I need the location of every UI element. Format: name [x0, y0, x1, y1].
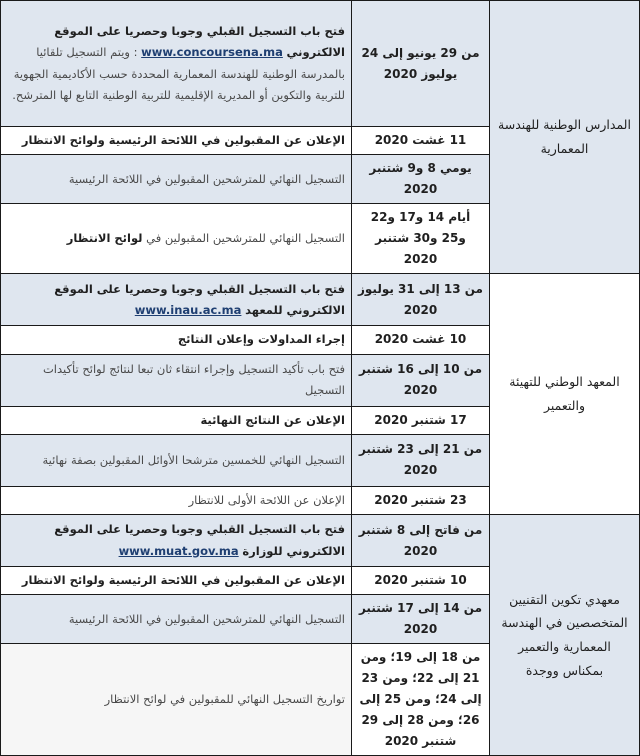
row-description: الإعلان عن اللائحة الأولى للانتظار	[1, 486, 352, 514]
row-lead: فتح باب التسجيل القبلي وجوبا وحصريا على الموقع الالكتروني للمعهد	[54, 281, 345, 317]
row-description	[1, 1, 352, 127]
row-description	[1, 274, 352, 326]
row-date: يومي 8 و9 شتنبر 2020	[352, 155, 490, 204]
row-lead: فتح باب التسجيل القبلي وجوبا وحصريا على الموقع الالكتروني للوزارة	[54, 522, 345, 558]
row-text: التسجيل النهائي للمترشحين المقبولين في	[146, 231, 345, 246]
row-date: من 21 إلى 23 شتنبر 2020	[352, 434, 490, 486]
row-description: الإعلان عن المقبولين في اللائحة الرئيسية ولوائح الانتظار	[1, 567, 352, 595]
row-date: من فاتح إلى 8 شتنبر 2020	[352, 515, 490, 567]
row-description: التسجيل النهائي للمترشحين المقبولين في اللائحة الرئيسية	[1, 595, 352, 644]
row-description	[1, 515, 352, 567]
row-description: الإعلان عن النتائج النهائية	[1, 406, 352, 434]
institution-name: المدارس الوطنية للهندسة المعمارية	[490, 1, 640, 274]
row-description: التسجيل النهائي للخمسين مترشحا الأوائل المقبولين بصفة نهائية	[1, 434, 352, 486]
row-description: التسجيل النهائي للمترشحين المقبولين في اللائحة الرئيسية	[1, 155, 352, 204]
row-date: من 18 إلى 19؛ ومن 21 إلى 22؛ ومن 23 إلى 24؛ ومن 25 إلى 26؛ ومن 28 إلى 29 شتنبر 2020	[352, 644, 490, 756]
row-date: 17 شتنبر 2020	[352, 406, 490, 434]
row-text-bold: لوائح الانتظار	[66, 231, 143, 246]
row-date: من 10 إلى 16 شتنبر 2020	[352, 354, 490, 406]
row-date: من 29 يونيو إلى 24 يوليوز 2020	[352, 1, 490, 127]
row-description: إجراء المداولات وإعلان النتائج	[1, 326, 352, 354]
row-description	[1, 204, 352, 274]
institution-name: المعهد الوطني للتهيئة والتعمير	[490, 274, 640, 515]
row-description: تواريخ التسجيل النهائي للمقبولين في لوائح الانتظار	[1, 644, 352, 756]
website-link[interactable]: www.muat.gov.ma	[118, 543, 239, 558]
institution-name: معهدي تكوين التقنيين المتخصصين في الهندسة المعمارية والتعمير بمكناس ووجدة	[490, 515, 640, 756]
row-tail: : ويتم التسجيل تلقائيا بالمدرسة الوطنية للهندسة المعمارية المحددة حسب الأكاديمية الجهوية للتربية والتكوين أو المديرية الإقليمية للتربية الوطنية التابع لها المترشح.	[12, 45, 345, 102]
website-link[interactable]: www.inau.ac.ma	[134, 302, 242, 317]
table-row	[1, 1, 640, 127]
row-date: 23 شتنبر 2020	[352, 486, 490, 514]
row-description: الإعلان عن المقبولين في اللائحة الرئيسية ولوائح الانتظار	[1, 127, 352, 155]
website-link[interactable]: www.concoursena.ma	[141, 45, 283, 60]
row-date: أيام 14 و17 و22 و25 و30 شتنبر 2020	[352, 204, 490, 274]
row-lead: فتح باب التسجيل القبلي وجوبا وحصريا على الموقع الالكتروني	[54, 23, 345, 60]
row-date: من 14 إلى 17 شتنبر 2020	[352, 595, 490, 644]
table-row	[1, 274, 640, 326]
row-date: 10 شتنبر 2020	[352, 567, 490, 595]
row-date: 10 غشت 2020	[352, 326, 490, 354]
row-date: 11 غشت 2020	[352, 127, 490, 155]
table-row	[1, 515, 640, 567]
row-date: من 13 إلى 31 يوليوز 2020	[352, 274, 490, 326]
row-description: فتح باب تأكيد التسجيل وإجراء انتقاء ثان تبعا لنتائج لوائح تأكيدات التسجيل	[1, 354, 352, 406]
